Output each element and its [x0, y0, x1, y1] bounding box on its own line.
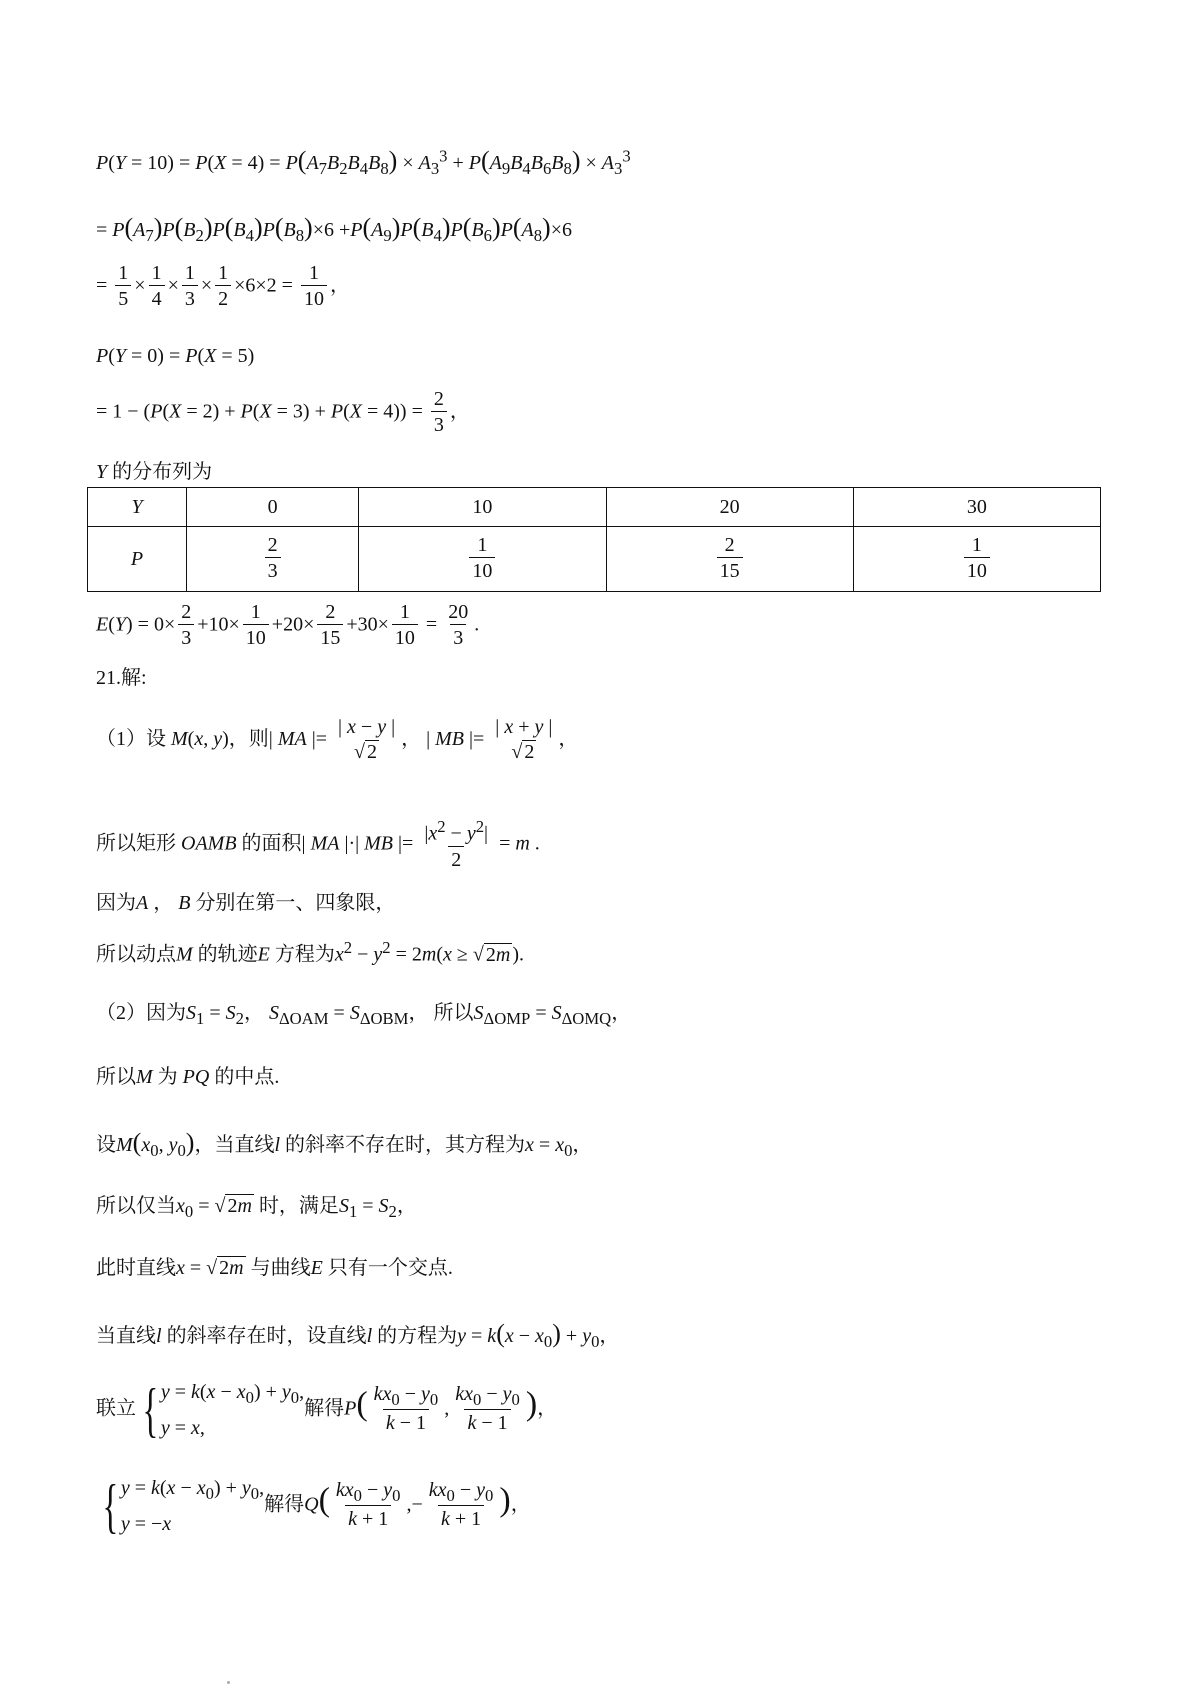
p-value: $\frac{2}{15}$	[606, 527, 853, 592]
eq-expectation: E(Y) = 0× $\frac{2}{3}$ +10× $\frac{1}{10}$ +20× $\frac{2}{15}$ +30× $\frac{1}{10}$ = $\frac{20}{3}$ .	[96, 601, 480, 649]
slope-exists-line: 当直线l 的斜率存在时，设直线l 的方程为$y = k(x - x_0) + y_0$，	[96, 1319, 620, 1351]
eq-expand: = $P(A_7)P(B_2)P(B_4)P(B_8)\times 6 +P(A_9)P(B_4)P(B_6)P(A_8)\times 6$	[96, 213, 572, 245]
part1-setup: （1）设 M(x, y)，则| MA |= | x − y | √ 2 ， | MB |= | x + y | √ 2 ，	[96, 716, 579, 763]
problem-21-heading: 21.解:	[96, 667, 147, 689]
eq-complement: = 1 − (P(X = 2) + P(X = 3) + P(X = 4)) = $\frac{2}{3}$ ，	[96, 388, 470, 436]
y-value: 30	[853, 488, 1100, 527]
y-value: 20	[606, 488, 853, 527]
eq-product: = $\frac{1}{5}$ × $\frac{1}{4}$ × $\frac{1}{3}$ × $\frac{1}{2}$ ×6×2 = $\frac{1}{10}$ ，	[96, 262, 350, 310]
quadrant-line: 因为A ， B 分别在第一、四象限，	[96, 892, 396, 914]
row-label-y: Y	[88, 488, 187, 527]
system-q: { $y = k(x - x_0) + y_0$, y = −x 解得Q( $\frac{kx_0 - y_0}{k + 1}$ ,− $\frac{kx_0 - y_0}{k + 1}$ )，	[102, 1472, 531, 1539]
locus-eq: 所以动点M 的轨迹E 方程为$x^2 - y^2 = 2m(x$ ≥ √ 2m ).	[96, 938, 524, 966]
part2-area-cond: （2）因为$S_1 = S_2$， $S_{\Delta OAM} = S_{\Delta OBM}$， 所以$S_{\Delta OMP} = S_{\Delta OMQ}$，	[96, 1002, 632, 1028]
only-when-line: 所以仅当$x_0$ = √ 2m 时，满足$S_1 = S_2$，	[96, 1195, 417, 1221]
area-eq: 所以矩形 OAMB 的面积| MA |·| MB |= $\frac{|x^2 - y^2|}{2}$ = m .	[96, 817, 540, 871]
page-mark	[227, 1681, 230, 1684]
p-value: $\frac{1}{10}$	[359, 527, 606, 592]
y-value: 10	[359, 488, 606, 527]
y-dist-label: Y 的分布列为	[96, 461, 213, 483]
y-value: 0	[187, 488, 359, 527]
p-value: $\frac{1}{10}$	[853, 527, 1100, 592]
eq-p-y10: $P(Y = 10) = P(X = 4) = P(A_7B_2B_4B_8) \times A_3^3 + P(A_9B_4B_6B_8) \times A_3^3$	[96, 146, 631, 178]
eq-p-y0: P(Y = 0) = P(X = 5)	[96, 345, 255, 367]
system-p: 联立 { $y = k(x - x_0) + y_0$, y = x, 解得P( $\frac{kx_0 - y_0}{k - 1}$ , $\frac{kx_0 - y_0}{k - 1}$ )，	[96, 1376, 558, 1443]
midpoint-line: 所以M 为 PQ 的中点.	[96, 1066, 280, 1088]
no-slope-line: 设$M(x_0$, $y_0$)，当直线l 的斜率不存在时，其方程为$x = x_0$，	[96, 1128, 593, 1160]
distribution-table	[87, 487, 1101, 592]
p-value: $\frac{2}{3}$	[187, 527, 359, 592]
row-label-p: P	[88, 527, 187, 592]
one-point-line: 此时直线x = √ 2m 与曲线E 只有一个交点.	[96, 1257, 453, 1279]
